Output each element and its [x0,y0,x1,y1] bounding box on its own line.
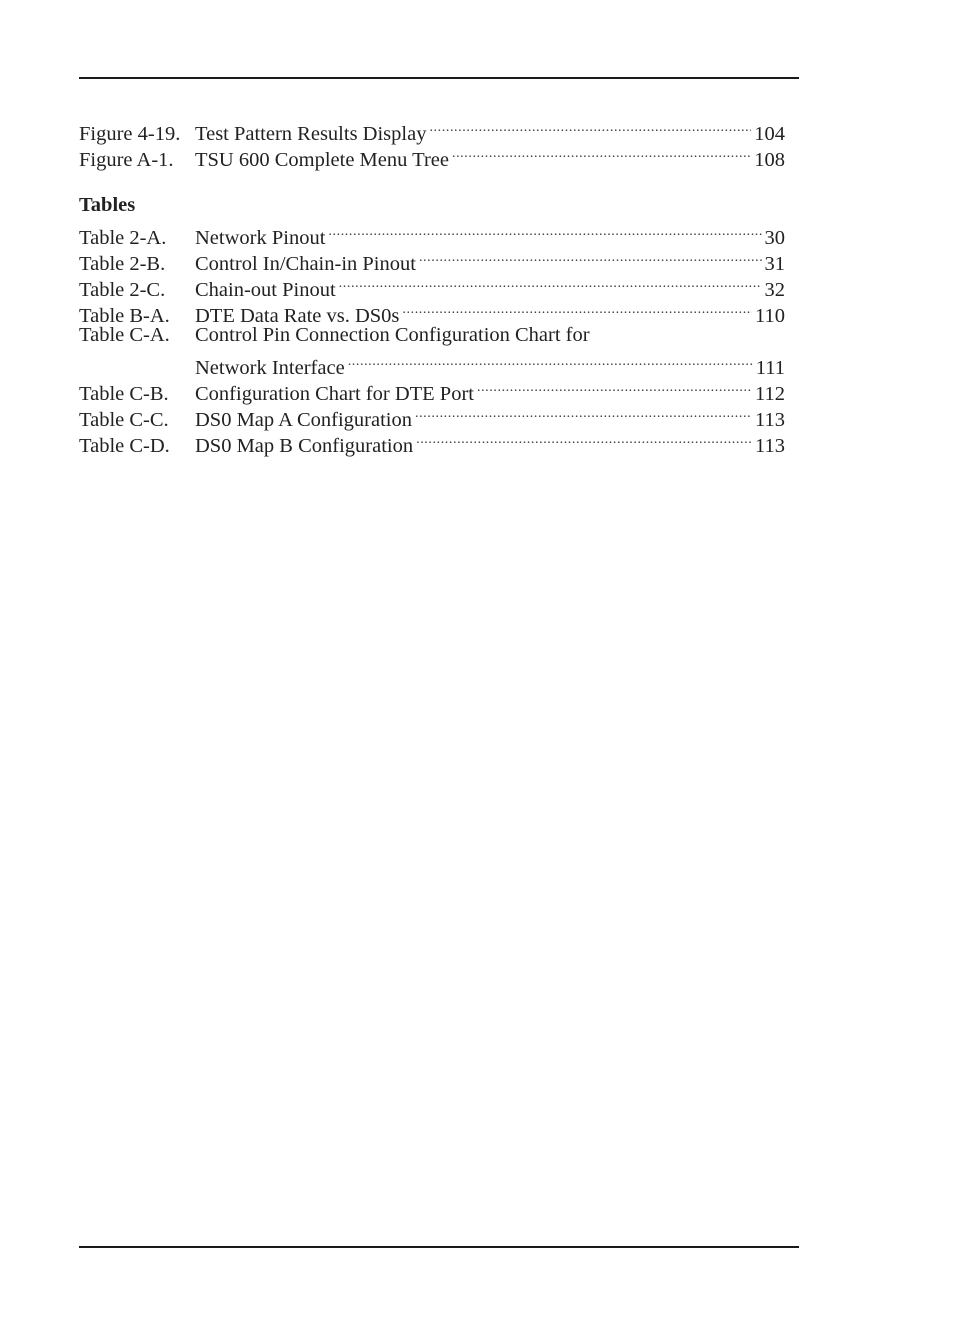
figures-list [79,114,785,171]
dot-leader [348,348,753,374]
entry-title: Chain-out Pinout [195,279,336,301]
entry-title: DS0 Map A Configuration [195,409,412,431]
header-rule [79,77,799,79]
dot-leader [339,270,762,296]
entry-page-number: 113 [755,435,785,457]
dot-leader [415,400,752,426]
tables-heading: Tables [79,194,136,216]
entry-title-line1: Control Pin Connection Configuration Chart for [195,324,590,346]
entry-page-number: 32 [764,279,785,301]
entry-title: Configuration Chart for DTE Port [195,383,474,405]
entry-label: Table C-B. [79,383,169,405]
dot-leader [452,140,751,166]
toc-entry-figure-4-19[interactable] [79,114,785,145]
dot-leader [419,244,762,270]
entry-title: Test Pattern Results Display [195,123,427,145]
dot-leader [429,114,751,140]
footer-rule [79,1246,799,1248]
entry-title: DS0 Map B Configuration [195,435,414,457]
entry-page-number: 31 [764,253,785,275]
entry-label: Table 2-A. [79,227,167,249]
entry-page-number: 110 [755,305,785,327]
entry-label: Figure 4-19. [79,123,181,145]
entry-title: Network Pinout [195,227,326,249]
entry-label: Table C-A. [79,324,170,346]
entry-page-number: 104 [754,123,785,145]
entry-page-number: 113 [755,409,785,431]
tables-list [79,192,785,457]
entry-page-number: 108 [754,149,785,171]
entry-label: Table 2-C. [79,279,166,301]
entry-label: Table C-D. [79,435,170,457]
entry-label: Table B-A. [79,305,170,327]
dot-leader [402,296,752,322]
entry-label: Table 2-B. [79,253,166,275]
entry-page-number: 111 [755,357,785,379]
entry-page-number: 112 [755,383,785,405]
dot-leader [328,218,761,244]
entry-title: DTE Data Rate vs. DS0s [195,305,400,327]
entry-label: Figure A-1. [79,149,174,171]
toc-entry-table-c-a-line1[interactable] [79,322,785,348]
dot-leader [416,426,752,452]
toc-entry-table-2-a[interactable] [79,218,785,249]
entry-page-number: 30 [764,227,785,249]
toc-entry-table-c-a-line2[interactable] [79,348,785,379]
toc-entry-table-c-b[interactable] [79,374,785,405]
dot-leader [477,374,752,400]
entry-label: Table C-C. [79,409,169,431]
entry-title: TSU 600 Complete Menu Tree [195,149,449,171]
entry-title: Network Interface [195,357,345,379]
entry-title: Control In/Chain-in Pinout [195,253,416,275]
